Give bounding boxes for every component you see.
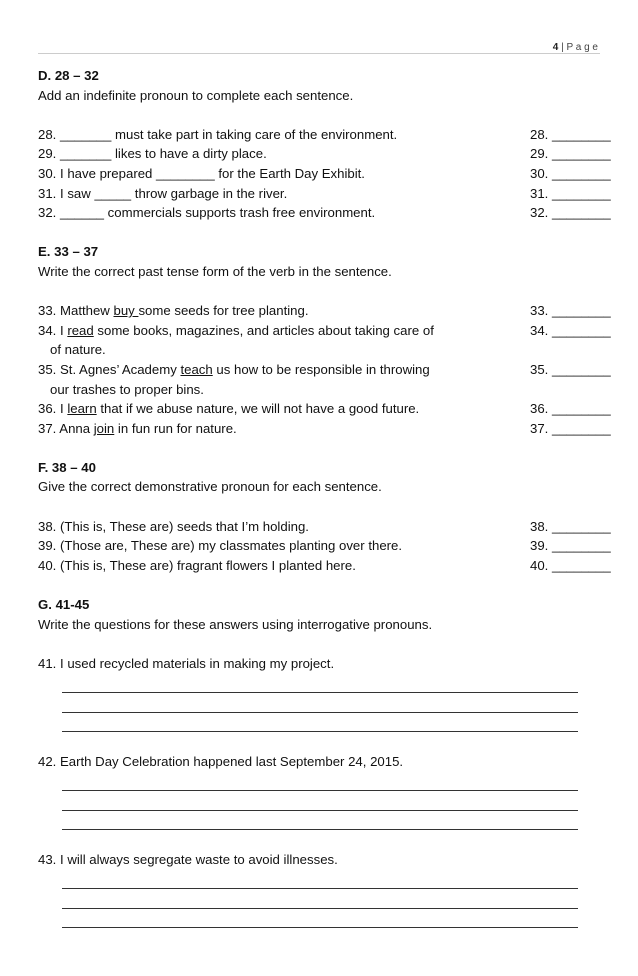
writing-line[interactable]	[62, 909, 578, 929]
item-text: 33. Matthew buy some seeds for tree planting.	[38, 303, 309, 319]
verb: read	[67, 322, 94, 338]
item-text: 37. Anna join in fun run for nature.	[38, 420, 237, 436]
answer-blank[interactable]: 38. ________	[530, 518, 611, 534]
section-f-title: F. 38 – 40	[38, 459, 96, 475]
writing-line[interactable]	[62, 889, 578, 909]
item-34	[38, 321, 611, 341]
verb: teach	[180, 361, 213, 377]
page-header	[553, 42, 598, 53]
answer-blank[interactable]: 28. ________	[530, 126, 611, 142]
header-rule	[38, 53, 600, 54]
section-g-instruction: Write the questions for these answers using interrogative pronouns.	[38, 616, 433, 632]
item-text: 31. I saw _____ throw garbage in the river.	[38, 185, 288, 201]
answer-blank[interactable]: 34. ________	[530, 322, 611, 338]
answer-blank[interactable]: 35. ________	[530, 361, 611, 377]
item-38	[38, 517, 611, 537]
answer-blank[interactable]: 39. ________	[530, 538, 611, 554]
worksheet-body	[38, 66, 611, 928]
writing-line[interactable]	[62, 713, 578, 733]
item-text: 36. I learn that if we abuse nature, we will not have a good future.	[38, 401, 420, 417]
page-number: 4	[552, 42, 559, 53]
item-text: 30. I have prepared ________ for the Earth Day Exhibit.	[38, 165, 365, 181]
section-e-instruction: Write the correct past tense form of the verb in the sentence.	[38, 263, 392, 279]
item-32	[38, 203, 611, 223]
verb: join	[93, 420, 115, 436]
item-36	[38, 399, 611, 419]
item-33	[38, 301, 611, 321]
item-35	[38, 360, 611, 380]
section-g-title: G. 41-45	[38, 597, 90, 613]
item-text: 39. (Those are, These are) my classmates planting over there.	[38, 538, 403, 554]
item-text: 32. ______ commercials supports trash free environment.	[38, 205, 376, 221]
item-text: 28. _______ must take part in taking care of the environment.	[38, 126, 398, 142]
writing-line[interactable]	[62, 811, 578, 831]
writing-line[interactable]	[62, 869, 578, 889]
item-text: 38. (This is, These are) seeds that I’m holding.	[38, 518, 309, 534]
section-e-title: E. 33 – 37	[38, 244, 99, 260]
page-label: P a g e	[566, 42, 598, 53]
answer-blank[interactable]: 40. ________	[530, 557, 611, 573]
answer-blank[interactable]: 36. ________	[530, 401, 611, 417]
item-43: 43. I will always segregate waste to avoid illnesses.	[38, 851, 338, 867]
item-41: 41. I used recycled materials in making my project.	[38, 655, 335, 671]
answer-blank[interactable]: 37. ________	[530, 420, 611, 436]
item-40	[38, 556, 611, 576]
item-37	[38, 419, 611, 439]
item-text: 35. St. Agnes’ Academy teach us how to be responsible in throwing	[38, 361, 430, 377]
verb: learn	[67, 401, 97, 417]
item-29	[38, 144, 611, 164]
item-text: 34. I read some books, magazines, and articles about taking care of	[38, 322, 434, 338]
answer-blank[interactable]: 29. ________	[530, 146, 611, 162]
section-f-instruction: Give the correct demonstrative pronoun for each sentence.	[38, 479, 382, 495]
item-continuation: our trashes to proper bins.	[50, 381, 204, 397]
item-39	[38, 536, 611, 556]
item-42: 42. Earth Day Celebration happened last September 24, 2015.	[38, 753, 404, 769]
item-30	[38, 164, 611, 184]
item-continuation: of nature.	[50, 342, 106, 358]
item-text: 29. _______ likes to have a dirty place.	[38, 146, 267, 162]
section-d-title: D. 28 – 32	[38, 68, 99, 83]
answer-blank[interactable]: 31. ________	[530, 185, 611, 201]
item-text: 40. (This is, These are) fragrant flowers I planted here.	[38, 557, 356, 573]
writing-line[interactable]	[62, 791, 578, 811]
writing-line[interactable]	[62, 673, 578, 693]
item-31	[38, 184, 611, 204]
writing-line[interactable]	[62, 693, 578, 713]
answer-blank[interactable]: 30. ________	[530, 165, 611, 181]
writing-line[interactable]	[62, 771, 578, 791]
verb: buy	[113, 303, 139, 319]
section-d-instruction: Add an indefinite pronoun to complete each sentence.	[38, 87, 354, 103]
answer-blank[interactable]: 33. ________	[530, 303, 611, 319]
answer-blank[interactable]: 32. ________	[530, 205, 611, 221]
header-separator: |	[561, 42, 564, 53]
item-28	[38, 125, 611, 145]
